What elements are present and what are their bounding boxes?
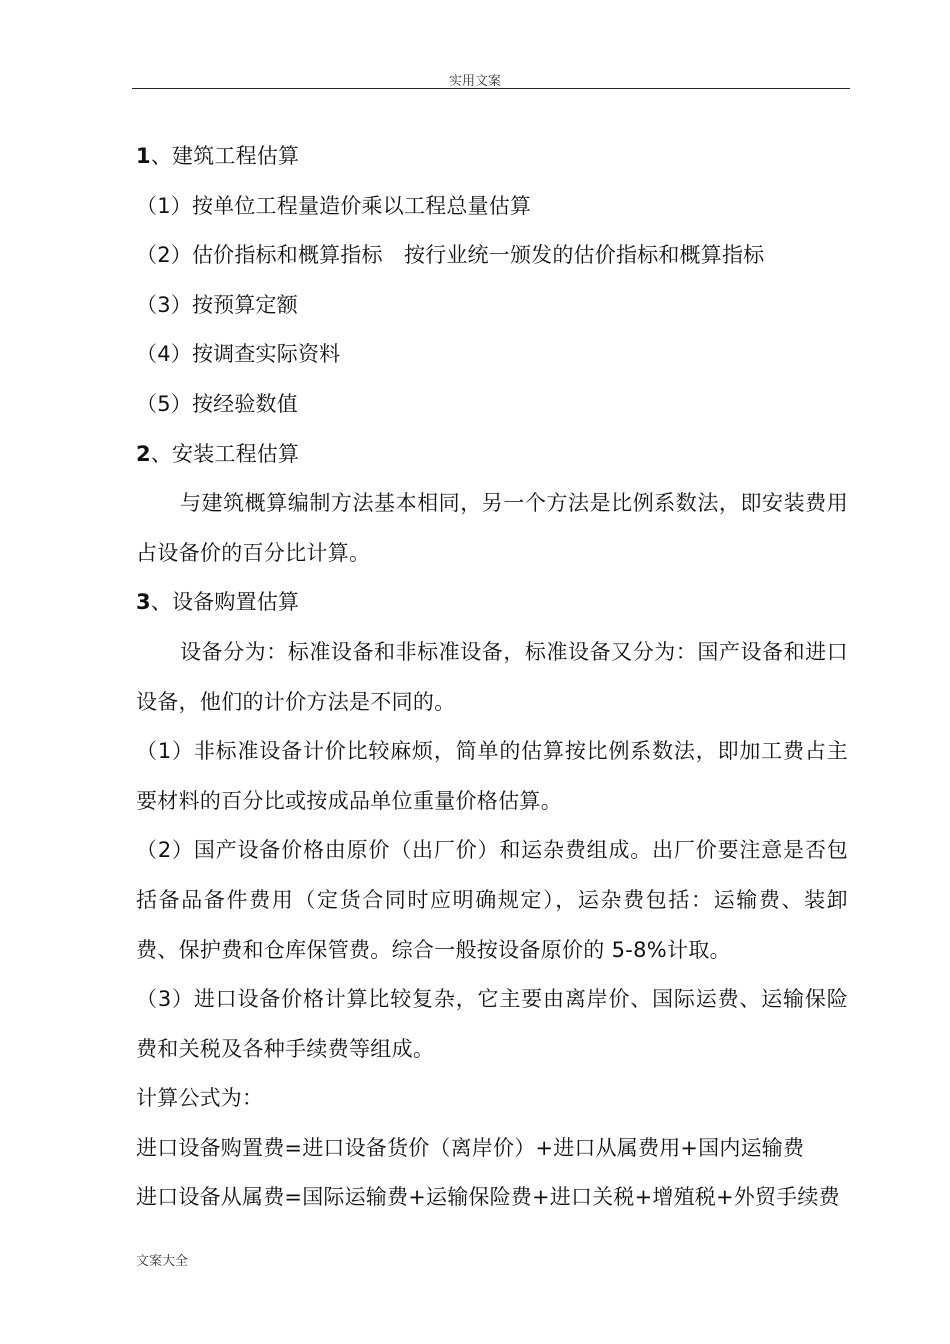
header-divider <box>132 88 850 89</box>
list-item: （4）按调查实际资料 <box>136 342 341 367</box>
list-item: （5）按经验数值 <box>136 391 298 416</box>
section-heading-2 <box>136 430 848 480</box>
formula-line: 进口设备从属费=国际运输费+运输保险费+进口关税+增殖税+外贸手续费 <box>136 1185 840 1210</box>
document-body <box>136 132 848 1223</box>
section-number: 2 <box>136 441 151 466</box>
list-item: （3）进口设备价格计算比较复杂，它主要由离岸价、国际运费、运输保险费和关税及各种手续费等组成。 <box>136 987 848 1061</box>
section-title: 、安装工程估算 <box>150 441 300 466</box>
section-title: 、设备购置估算 <box>150 590 300 615</box>
formula-label: 计算公式为： <box>136 1086 264 1111</box>
paragraph: 设备分为：标准设备和非标准设备，标准设备又分为：国产设备和进口设备，他们的计价方法是不同的。 <box>136 639 848 714</box>
list-item: （1）非标准设备计价比较麻烦，简单的估算按比例系数法，即加工费占主要材料的百分比或按成品单位重量价格估算。 <box>136 739 848 813</box>
page-footer: 文案大全 <box>136 1254 189 1269</box>
list-item: （2）国产设备价格由原价（出厂价）和运杂费组成。出厂价要注意是否包括备品备件费用（定货合同时应明确规定），运杂费包括：运输费、装卸费、保护费和仓库保管费。综合一般按设备原价的 5-8%计取。 <box>136 838 848 962</box>
paragraph: 与建筑概算编制方法基本相同，另一个方法是比例系数法，即安装费用占设备价的百分比计算。 <box>136 491 848 565</box>
section-number: 1 <box>136 144 151 168</box>
formula-line: 进口设备购置费=进口设备货价（离岸价）+进口从属费用+国内运输费 <box>136 1135 805 1160</box>
section-heading-3 <box>136 578 848 628</box>
list-item: （2）估价指标和概算指标 按行业统一颁发的估价指标和概算指标 <box>136 243 765 268</box>
section-heading-1 <box>136 132 848 182</box>
section-number: 3 <box>136 590 151 615</box>
list-item: （1）按单位工程量造价乘以工程总量估算 <box>136 193 532 218</box>
section-title: 、建筑工程估算 <box>150 144 300 168</box>
page-header: 实用文案 <box>448 74 501 89</box>
list-item: （3）按预算定额 <box>136 292 298 317</box>
